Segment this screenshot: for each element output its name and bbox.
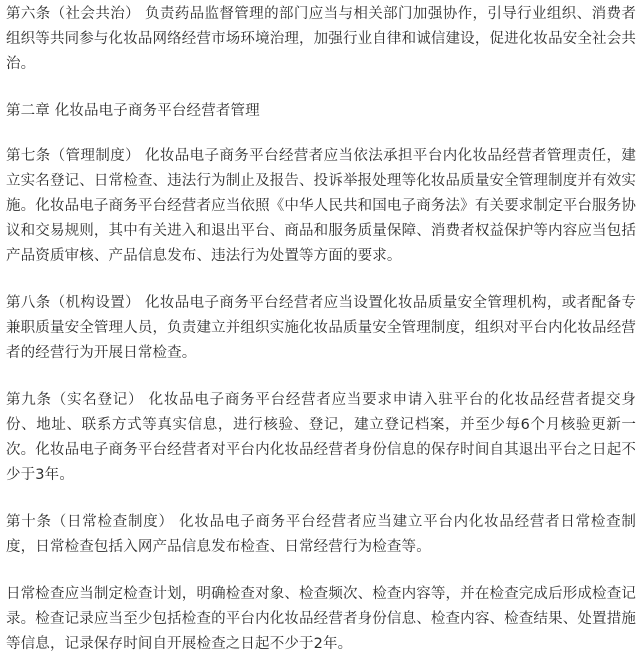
chapter-2-heading: 第二章 化妆品电子商务平台经营者管理 <box>6 103 260 119</box>
article-7-paragraph: 第七条（管理制度） 化妆品电子商务平台经营者应当依法承担平台内化妆品经营者管理责任，建立实名登记、日常检查、违法行为制止及报告、投诉举报处理等化妆品质量安全管理制度并有效实施。化妆品电子商务平台经营者应当依照《中华人民共和国电子商务法》有关要求制定平台服务协议和交易规则，其中有关进入和退出平台、商品和服务质量保障、消费者权益保护等内容应当包括产品资质审核、产品信息发布、违法行为处置等方面的要求。 <box>6 148 636 264</box>
article-10-paragraph: 第十条（日常检查制度） 化妆品电子商务平台经营者应当建立平台内化妆品经营者日常检查制度，日常检查包括入网产品信息发布检查、日常经营行为检查等。 <box>6 514 636 555</box>
article-6-paragraph: 第六条（社会共治） 负责药品监督管理的部门应当与相关部门加强协作，引导行业组织、消费者组织等共同参与化妆品网络经营市场环境治理，加强行业自律和诚信建设，促进化妆品安全社会共治。 <box>6 6 636 72</box>
daily-check-paragraph: 日常检查应当制定检查计划，明确检查对象、检查频次、检查内容等，并在检查完成后形成检查记录。检查记录应当至少包括检查的平台内化妆品经营者身份信息、检查内容、检查结果、处置措施等信息，记录保存时间自开展检查之日起不少于2年。 <box>6 586 636 652</box>
article-9-paragraph: 第九条（实名登记） 化妆品电子商务平台经营者应当要求申请入驻平台的化妆品经营者提交身份、地址、联系方式等真实信息，进行核验、登记，建立登记档案，并至少每6个月核验更新一次。化妆品电子商务平台经营者对平台内化妆品经营者身份信息的保存时间自其退出平台之日起不少于3年。 <box>6 392 636 483</box>
article-8-paragraph: 第八条（机构设置） 化妆品电子商务平台经营者应当设置化妆品质量安全管理机构，或者配备专兼职质量安全管理人员，负责建立并组织实施化妆品质量安全管理制度，组织对平台内化妆品经营者的经营行为开展日常检查。 <box>6 295 636 361</box>
